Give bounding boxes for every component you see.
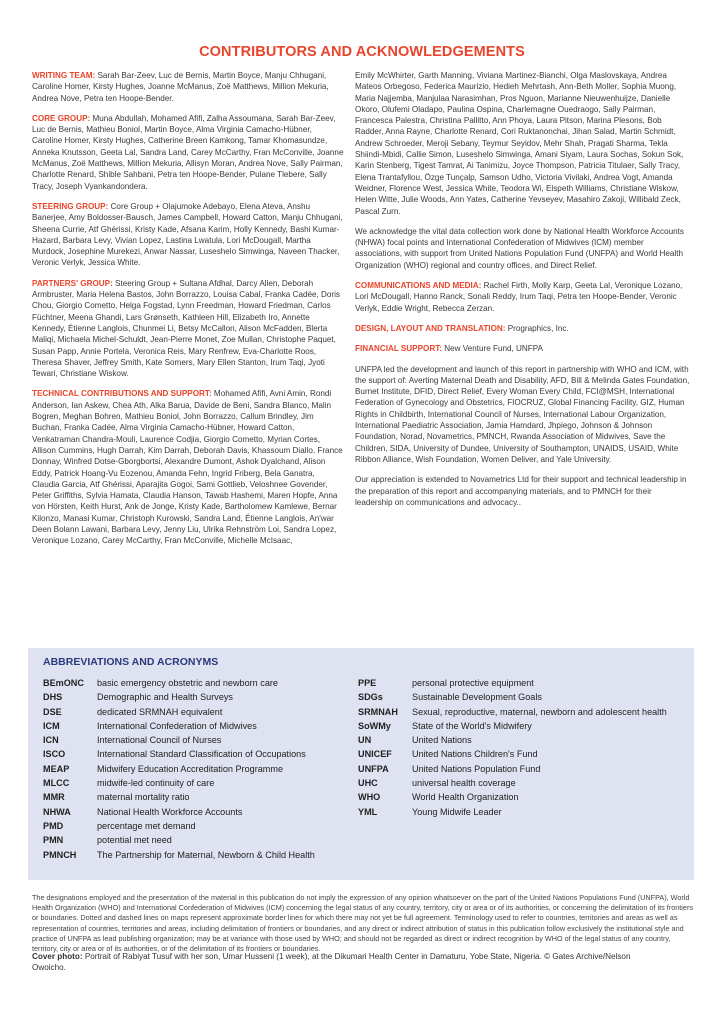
communications-label: COMMUNICATIONS AND MEDIA: [355,281,482,291]
disclaimer-text: The designations employed and the presentation of the material in this publication do not imply the expression of any opinion whatsoever on the part of the United Nations Populations Fund (UNFPA), World Health Organization (WHO) and International Confederation of Midwives (ICM) concerning the legal status of any country, territory, city or area or of its authorities, or concerning the delimitation of its frontiers or boundaries. Dotted and dashed lines on maps represent approximate border lines for which there may not yet be full agreement. Terminology used to refer to countries, territories and areas as well as representation of countries, territories and areas, including delimitation of frontiers or boundaries, and any direct or indirect attribution of status in this publication follow exclusively the institutional style and practice of UNFPA as lead publishing organization; may be at variance with those used by WHO; and should not be regarded as direct or indirect recognition by WHO of the legal status of any country, territory, city or area or of its authorities, or of the delimitation of its frontiers or boundaries. [32,893,693,954]
abbreviation-value: personal protective equipment [412,678,534,688]
abbreviation-key: SDGs [358,692,383,703]
abbreviation-key: WHO [358,792,381,803]
abbreviation-key: UNICEF [358,749,392,760]
abbreviation-value: United Nations [412,735,472,746]
abbreviation-row [43,833,343,847]
abbreviation-row [358,776,688,790]
abbreviation-value: Midwifery Education Accreditation Programme [97,763,283,774]
right-column [355,70,690,508]
abbreviation-key: PMNCH [43,849,77,860]
abbreviation-row [358,805,688,819]
abbreviation-key: BEmONC [43,678,84,688]
abbreviation-row [43,776,343,790]
partners-group-paragraph [32,278,344,380]
abbreviation-row [43,819,343,833]
financial-support-text: New Venture Fund, UNFPA [444,344,543,354]
abbreviation-key: UHC [358,778,378,789]
abbreviation-value: potential met need [97,835,172,846]
abbreviation-key: MLCC [43,778,70,789]
abbreviation-key: NHWA [43,806,71,817]
abbreviation-row [43,733,343,747]
unfpa-led-paragraph: UNFPA led the development and launch of this report in partnership with WHO and ICM, with the support of: Averting Maternal Death and Disability, AFD, Bill & Melinda Gates Foundation, Burnet Institute, DFID, Direct Relief, Every Woman Every Child, FCI@MSH, International Federation of Gynecology and Obstetrics, FIOCRUZ, Global Financing Facility, GIZ, Human Rights in Childbirth, International Council of Nurses, International Labour Organization, International Paediatric Association, Jamia Hamdard, Jhpiego, Johnson & Johnson Foundation, Norad, Novametrics, PMNCH, Rwanda Association of Midwives, Save the Children, SIDA, University of Dundee, University of Southampton, UNAIDS, USAID, White Ribbon Alliance, Wish Foundation, Women Deliver, and Yale University. [355,364,690,464]
vital-data-paragraph: We acknowledge the vital data collection work done by National Health Workforce Accounts (NHWA) focal points and International Confederation of Midwives (ICM) member associations, with support from United Nations Population Fund (UNFPA) and World Health Organization (WHO) regional and country offices, and Direct Relief. [355,226,684,270]
abbreviation-value: Sexual, reproductive, maternal, newborn and adolescent health [412,706,667,717]
abbreviation-value: United Nations Population Fund [412,763,541,774]
abbreviation-row [43,848,343,862]
abbreviation-key: UN [358,735,372,746]
abbreviation-key: PPE [358,678,377,688]
abbreviation-row [43,790,343,804]
abbreviation-key: MEAP [43,763,70,774]
abbreviations-box [28,648,694,880]
abbreviation-value: basic emergency obstetric and newborn care [97,678,278,688]
abbreviations-title: ABBREVIATIONS AND ACRONYMS [43,656,219,668]
abbreviation-value: Demographic and Health Surveys [97,692,233,703]
abbreviation-row [43,762,343,776]
abbreviation-value: International Standard Classification of Occupations [97,749,306,760]
abbreviations-right-list [358,676,688,819]
cover-photo-label: Cover photo: [32,952,83,961]
abbreviation-value: maternal mortality ratio [97,792,190,803]
design-label: DESIGN, LAYOUT AND TRANSLATION: [355,323,506,333]
abbreviation-key: PMD [43,820,64,831]
abbreviation-key: MMR [43,792,65,803]
abbreviation-key: DHS [43,692,63,703]
core-group-text: Muna Abdullah, Mohamed Afifi, Zalha Assoumana, Sarah Bar-Zeev, Luc de Bernis, Mathieu Boniol, Martin Boyce, Alma Virginia Camacho-Hübner, Caroline Homer, Kirsty Hughes, Catherine Breen Kamkong, Tamar Khomasundze, Anneka Knutsson, Geeta Lal, Sandra Land, Carey McCarthy, Fran McConville, Joanne McManus, Zoë Matthews, Million Mekuria, Allisyn Moran, Andrea Nove, Sally Pairman, Charlotte Renard, Shible Sahbani, Petra ten Hoope-Bender, Pulane Tlebere, Sally Tracy, Joseph Vyankandondera. [32,113,344,191]
abbreviation-key: YML [358,806,378,817]
page-title: CONTRIBUTORS AND ACKNOWLEDGEMENTS [199,44,525,60]
abbreviation-row [358,762,688,776]
abbreviation-value: universal health coverage [412,778,516,789]
steering-group-text: Core Group + Olajumoke Adebayo, Elena Ateva, Anshu Banerjee, Amy Boldosser-Bausch, James Campbell, Howard Catton, Manju Chhugani, Sheena Currie, Atf Ghérissi, Kristy Kade, Afsana Karim, Holly Kennedy, Bashi Kumar-Hazard, Barbara Levy, Vivian Lopez, Lastina Lwatula, Lori McDougall, Martha Murdock, Josephine Murekezi, Anwar Nassar, Luseshelo Simwinga, Naveen Thacker, Veronic Verlyk, Jessica White. [32,201,343,268]
abbreviation-value: United Nations Children's Fund [412,749,538,760]
abbreviation-key: DSE [43,706,62,717]
writing-team-text: Sarah Bar-Zeev, Luc de Bernis, Martin Boyce, Manju Chhugani, Caroline Homer, Kirsty Hughes, Joanne McManus, Zoë Matthews, Million Mekuria, Andrea Nove, Petra ten Hoope-Bender. [32,71,329,103]
technical-contributions-label: TECHNICAL CONTRIBUTIONS AND SUPPORT: [32,389,212,399]
financial-support-paragraph [355,343,690,354]
technical-contributions-continued: Emily McWhirter, Garth Manning, Viviana Martinez-Bianchi, Olga Maslovskaya, Andrea Mateos Orbegoso, Federica Maurizio, Hedieh Mehrtash, Ann-Beth Moller, Sophia Muong, Maria Najjemba, Manjulaa Narasimhan, Pros Nguon, Marianne Nieuwenhuijze, Danielle Okoro, Olufemi Oladapo, Paulina Ospina, Charlemagne Ouedraogo, Sally Pairman, Francesca Palestra, Christina Pallitto, Ann Phoya, Laura Pitson, Marina Plesons, Bob Radder, Anna Rayne, Charlotte Renard, Cori Ruktanonchai, Jihan Salad, Martin Schmidt, Andrew Schroeder, Meroji Sebany, Teymur Seyidov, Mehr Shah, Pragati Sharma, Tekla Shiindi-Mbidi, Callie Simon, Luseshelo Simwinga, Amani Siyam, Laura Sochas, Sokun Sok, Karin Stenberg, Tigest Tamrat, Ai Tanimizu, Joyce Thompson, Patricia Titulaer, Sally Tracy, Elena Trantafyllou, Özge Tunçalp, Samson Udho, Victoria Vivilaki, Andrea Vogt, Amanda Weidner, Florence West, Jessica White, Teodora Wi, Elspeth Williams, Christiane Wiskow, Helen Witte, Julie Woods, Ann Yates, Catherine Yevseyev, Masahiro Zakoji, Willibald Zeck, Pascal Zurn. [355,71,684,216]
writing-team-label: WRITING TEAM: [32,71,96,80]
cover-photo-credit [32,951,632,974]
abbreviation-row [43,690,343,704]
abbreviation-value: State of the World's Midwifery [412,720,532,731]
core-group-label: CORE GROUP: [32,113,91,123]
abbreviation-row [43,719,343,733]
abbreviation-key: UNFPA [358,763,389,774]
core-group-paragraph [32,113,344,192]
abbreviation-key: SRMNAH [358,706,398,717]
abbreviation-value: International Confederation of Midwives [97,720,257,731]
writing-team-paragraph [32,70,344,104]
abbreviation-key: PMN [43,835,64,846]
appreciation-paragraph: Our appreciation is extended to Novametrics Ltd for their support and technical leadership in the preparation of this report and accompanying materials, and to PMNCH for their leadership on communications and advocacy.. [355,475,687,507]
abbreviation-row [358,719,688,733]
abbreviation-row [43,747,343,761]
abbreviation-value: Young Midwife Leader [412,806,502,817]
abbreviation-row [358,733,688,747]
steering-group-paragraph [32,201,344,269]
abbreviation-value: dedicated SRMNAH equivalent [97,706,223,717]
abbreviation-row [358,790,688,804]
abbreviation-value: percentage met demand [97,820,196,831]
abbreviation-row [358,705,688,719]
abbreviation-value: World Health Organization [412,792,519,803]
abbreviation-value: The Partnership for Maternal, Newborn & Child Health [97,849,315,860]
design-text: Prographics, Inc. [507,323,569,333]
abbreviation-row [43,676,343,690]
left-column [32,70,344,547]
partners-group-label: PARTNERS' GROUP: [32,278,113,288]
abbreviation-row [358,690,688,704]
abbreviation-value: National Health Workforce Accounts [97,806,243,817]
communications-text: Rachel Firth, Molly Karp, Geeta Lal, Veronique Lozano, Lori McDougall, Hanno Ranck, Sonali Reddy, Irum Taqi, Petra ten Hoope-Bender, Veronic Verlyk, Eddie Wright, Rebecca Zerzan. [355,281,683,313]
abbreviation-key: SoWMy [358,720,391,731]
abbreviations-left-list [43,676,343,862]
abbreviation-key: ISCO [43,749,66,760]
partners-group-text: Steering Group + Sultana Afdhal, Darcy Allen, Deborah Armbruster, Maria Helena Bastos, John Borrazzo, Louisa Cabal, Franka Cadée, Doris Chou, Giorgio Cometto, Helga Fogstad, Lynn Freedman, Howard Friedman, Carlos Füchtner, Meena Ghandi, Lars Grønseth, Kathleen Hill, Elizabeth Iro, Annette Kennedy, Étienne Langlois, Chunmei Li, Betsy McCallon, Alison McFadden, Blerta Maliqi, Michaela Michel-Schuldt, Jean-Pierre Monet, Zoe Mullan, Christophe Paquet, Susan Papp, Annie Portela, Veronica Reis, Mary Renfrew, Eva-Charlotte Roos, Theresa Shaver, Jeffrey Smith, Kate Somers, Mary Ellen Stanton, Irum Taqi, Jyoti Tewari, Christiane Wiskow. [32,278,340,379]
abbreviation-value: International Council of Nurses [97,735,222,746]
abbreviation-row [358,676,688,690]
design-paragraph [355,323,690,334]
abbreviation-row [43,805,343,819]
steering-group-label: STEERING GROUP: [32,201,109,211]
abbreviation-key: ICN [43,735,59,746]
abbreviation-key: ICM [43,720,60,731]
technical-contributions-text: Mohamed Afifi, Avni Amin, Rondi Anderson, Ian Askew, Chea Ath, Alka Barua, Davide de Beni, Sandra Blanco, Malin Bogren, Meghan Bohren, Mathieu Boniol, John Borrazzo, Callum Brindley, Jim Buchan, Franka Cadée, Alma Virginia Camacho-Hübner, Howard Catton, Venkatraman Chandra-Mouli, Laurence Codjia, Giorgio Cometto, Myrian Cortes, Allison Cummins, Hugh Darrah, Kim Darrah, Deborah Davis, Khassoum Diallo, France Donnay, Winfred Dotse-Gborgbortsi, Alexandre Dumont, Ashok Dyalchand, Alison Eddy, Patrick Hoang-Vu Eozenou, Amanda Fehn, Ingrid Friberg, Bela Ganatra, Claudia Garcia, Atf Ghérissi, Aparajita Gogoi, Sami Gottlieb, Veloshnee Govender, Peter Griffiths, Sylvia Hamata, Claudia Hanson, Tawab Hashemi, Maren Hopfe, Anna von Hörsten, Keith Hurst, Ank de Jonge, Kristy Kade, Bartholomew Kamlewe, Bernar Kilonzo, Manasi Kumar, Christoph Kurowski, Sandra Land, Étienne Langlois, An'war Deen Bolann Lawani, Barbara Levy, Jenny Liu, Ulrika Rehnström Loi, Sandra Lopez, Veronique Lozano, Carey McCarthy, Fran McConville, Michelle McIsaac, [32,389,343,546]
financial-support-label: FINANCIAL SUPPORT: [355,344,442,354]
communications-paragraph [355,280,690,314]
abbreviation-value: Sustainable Development Goals [412,692,542,703]
cover-photo-text: Portrait of Rabiyat Tusuf with her son, Umar Husseni (1 week), at the Dikumari Health Center in Damaturu, Yobe State, Nigeria. © Gates Archive/Nelson Owoicho. [32,952,631,973]
abbreviation-row [43,705,343,719]
abbreviation-row [358,747,688,761]
abbreviation-value: midwife-led continuity of care [97,778,215,789]
technical-contributions-paragraph [32,388,344,546]
